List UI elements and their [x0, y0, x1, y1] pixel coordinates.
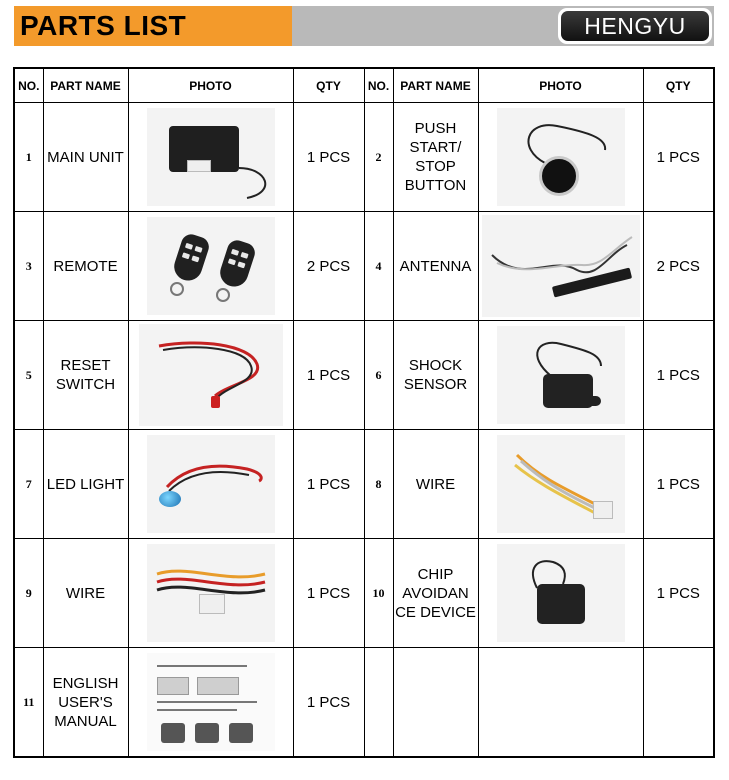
- part-number: 11: [14, 648, 43, 758]
- empty-cell: [478, 648, 643, 758]
- col-header-part-name: PART NAME: [43, 68, 128, 103]
- table-row: [14, 430, 714, 539]
- part-qty: 1 PCS: [643, 321, 714, 430]
- table-row: [14, 321, 714, 430]
- part-qty: 1 PCS: [293, 539, 364, 648]
- part-qty: 1 PCS: [293, 103, 364, 212]
- part-name: RESET SWITCH: [43, 321, 128, 430]
- part-number: 4: [364, 212, 393, 321]
- reset-switch-icon: [139, 324, 283, 426]
- page-title: PARTS LIST: [20, 10, 187, 41]
- title-banner: [14, 6, 292, 46]
- main-unit-box-icon: [147, 108, 275, 206]
- col-header-no: NO.: [14, 68, 43, 103]
- col-header-part-name: PART NAME: [393, 68, 478, 103]
- part-photo: [478, 321, 643, 430]
- part-number: 1: [14, 103, 43, 212]
- brand-logo-text: HENGYU: [584, 12, 686, 39]
- part-name: WIRE: [393, 430, 478, 539]
- col-header-photo: PHOTO: [478, 68, 643, 103]
- header-band: [14, 6, 714, 46]
- empty-cell: [364, 648, 393, 758]
- car-remote-icon: [147, 217, 275, 315]
- part-name: LED LIGHT: [43, 430, 128, 539]
- part-qty: 2 PCS: [293, 212, 364, 321]
- led-light-icon: [147, 435, 275, 533]
- part-number: 7: [14, 430, 43, 539]
- part-name: ENGLISH USER'S MANUAL: [43, 648, 128, 758]
- wire-harness-icon: [147, 544, 275, 642]
- empty-cell: [393, 648, 478, 758]
- shock-sensor-icon: [497, 326, 625, 424]
- brand-logo: [558, 8, 712, 44]
- table-row: [14, 103, 714, 212]
- part-qty: 1 PCS: [643, 430, 714, 539]
- col-header-qty: QTY: [643, 68, 714, 103]
- part-photo: [128, 321, 293, 430]
- part-name: MAIN UNIT: [43, 103, 128, 212]
- part-photo: [478, 430, 643, 539]
- part-photo: [128, 648, 293, 758]
- part-qty: 1 PCS: [293, 321, 364, 430]
- empty-cell: [643, 648, 714, 758]
- part-qty: 1 PCS: [293, 430, 364, 539]
- part-name: ANTENNA: [393, 212, 478, 321]
- part-number: 8: [364, 430, 393, 539]
- table-header-row: [14, 68, 714, 103]
- part-name: SHOCK SENSOR: [393, 321, 478, 430]
- table-row: [14, 539, 714, 648]
- part-qty: 1 PCS: [643, 103, 714, 212]
- part-number: 2: [364, 103, 393, 212]
- parts-table: [13, 67, 715, 758]
- part-name: WIRE: [43, 539, 128, 648]
- chip-device-icon: [497, 544, 625, 642]
- part-number: 9: [14, 539, 43, 648]
- part-name: CHIP AVOIDAN CE DEVICE: [393, 539, 478, 648]
- part-number: 3: [14, 212, 43, 321]
- part-photo: [128, 430, 293, 539]
- part-name: PUSH START/ STOP BUTTON: [393, 103, 478, 212]
- part-photo: [478, 539, 643, 648]
- manual-icon: [147, 653, 275, 751]
- part-photo: [478, 103, 643, 212]
- antenna-icon: [482, 215, 640, 317]
- col-header-photo: PHOTO: [128, 68, 293, 103]
- table-row: [14, 212, 714, 321]
- col-header-no: NO.: [364, 68, 393, 103]
- part-number: 10: [364, 539, 393, 648]
- part-photo: [478, 212, 643, 321]
- part-qty: 1 PCS: [643, 539, 714, 648]
- part-number: 6: [364, 321, 393, 430]
- part-photo: [128, 103, 293, 212]
- push-button-icon: [497, 108, 625, 206]
- part-qty: 1 PCS: [293, 648, 364, 758]
- table-row: [14, 648, 714, 758]
- wire-bundle-icon: [497, 435, 625, 533]
- part-name: REMOTE: [43, 212, 128, 321]
- part-photo: [128, 539, 293, 648]
- part-number: 5: [14, 321, 43, 430]
- part-photo: [128, 212, 293, 321]
- part-qty: 2 PCS: [643, 212, 714, 321]
- col-header-qty: QTY: [293, 68, 364, 103]
